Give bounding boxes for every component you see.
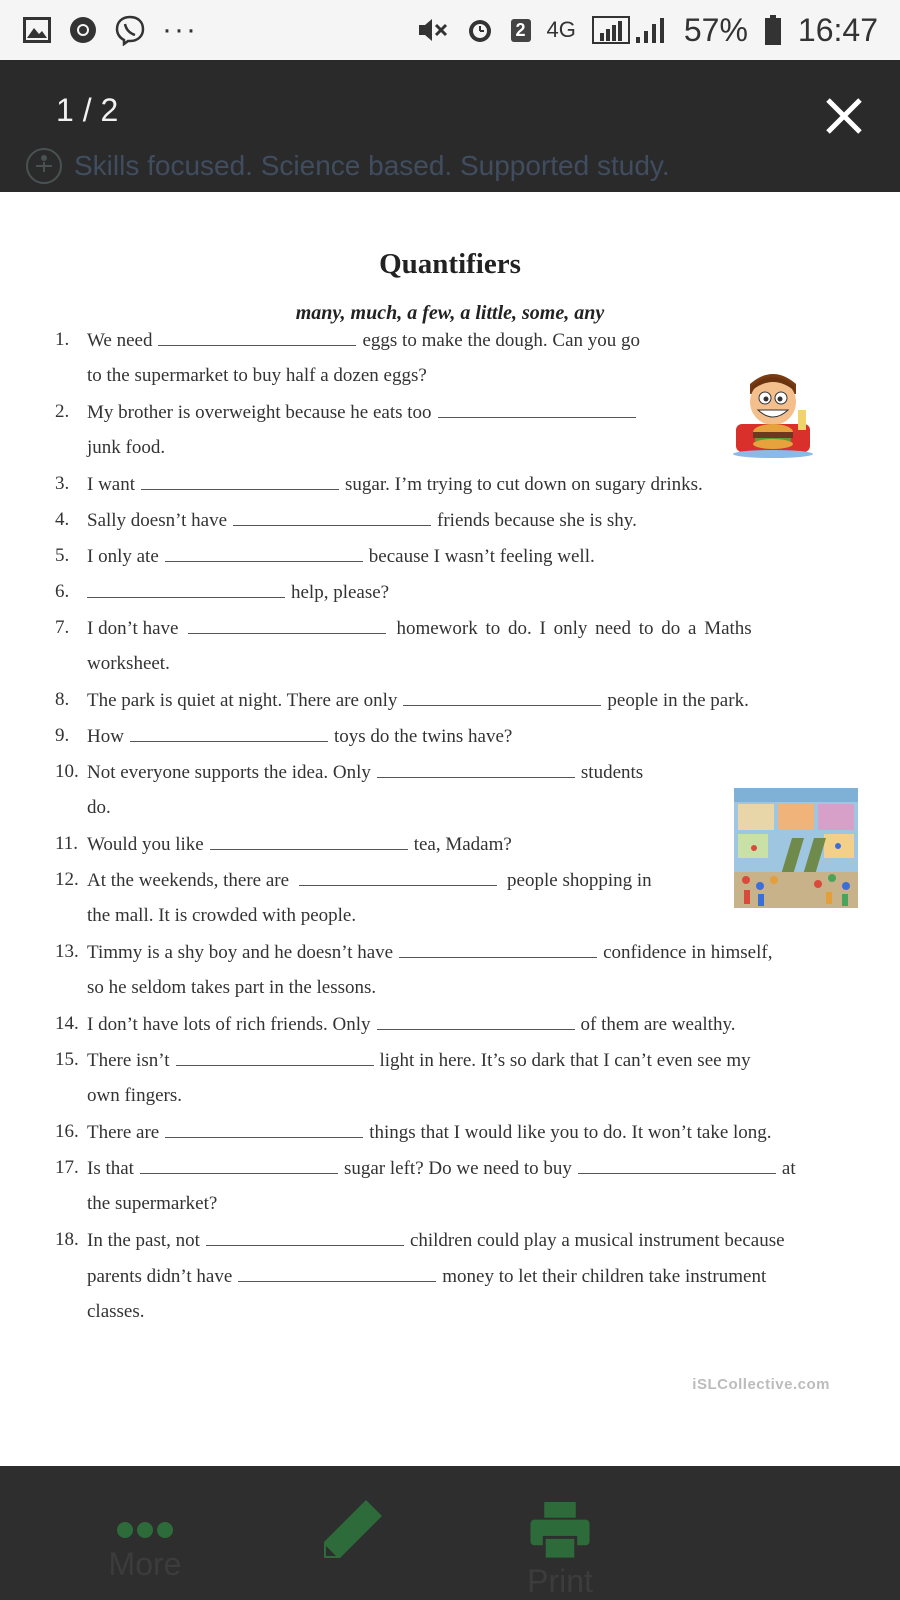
exercise-17-number: 17. [55,1157,79,1178]
gallery-notification-icon [22,16,52,44]
answer-blank[interactable] [438,401,636,418]
banner-logo-icon [24,146,64,186]
exercise-3-line-1: I want sugar. I’m trying to cut down on sugary drinks. [87,474,703,495]
signal-strength-icon [592,15,668,45]
exercise-18-number: 18. [55,1229,79,1250]
exercise-12-number: 12. [55,869,79,890]
answer-blank[interactable] [377,1013,575,1030]
exercise-15-line-2: own fingers. [87,1085,182,1106]
answer-blank[interactable] [403,689,601,706]
exercise-10-number: 10. [55,761,79,782]
exercise-15-line-1: There isn’t light in here. It’s so dark that I can’t even see my [87,1050,751,1071]
exercise-4-number: 4. [55,509,70,530]
answer-blank[interactable] [238,1265,436,1282]
chrome-notification-icon [68,15,98,45]
exercise-14-number: 14. [55,1013,79,1034]
shopping-mall-illustration [734,788,858,908]
background-banner [24,146,670,186]
exercise-5-line-1: I only ate because I wasn’t feeling well. [87,546,595,567]
exercise-18-line-1: In the past, not children could play a musical instrument because [87,1230,785,1251]
exercise-9-line-1: How toys do the twins have? [87,726,513,747]
exercise-7-number: 7. [55,617,70,638]
exercise-18-line-3: classes. [87,1301,145,1322]
exercise-7-line-1: I don’t have homework to do. I only need to do a Maths [87,618,752,639]
exercise-1-number: 1. [55,329,70,350]
viewer-header [0,60,900,192]
answer-blank[interactable] [130,725,328,742]
more-label: More [108,1546,182,1582]
exercise-13-line-2: so he seldom takes part in the lessons. [87,977,377,998]
banner-tagline: Skills focused. Science based. Supported study. [74,150,670,181]
worksheet-page [0,192,900,1466]
viber-notification-icon [114,14,146,46]
exercise-6-line-1: help, please? [87,581,389,604]
answer-blank[interactable] [210,833,408,850]
more-notifications-icon: ··· [162,13,198,46]
answer-blank[interactable] [141,473,339,490]
edit-button[interactable] [312,1466,392,1600]
answer-blank[interactable] [233,509,431,526]
alarm-icon [465,15,495,45]
page-subtitle: many, much, a few, a little, some, any [295,302,605,324]
answer-blank[interactable] [158,329,356,346]
answer-blank[interactable] [299,869,497,886]
pencil-icon [318,1496,386,1564]
answer-blank[interactable] [377,761,575,778]
exercise-17-line-1: Is that sugar left? Do we need to buy at [87,1158,796,1179]
answer-blank[interactable] [87,581,285,598]
exercise-14-line-1: I don’t have lots of rich friends. Only of them are wealthy. [87,1014,736,1035]
exercise-5-number: 5. [55,545,70,566]
exercise-13-number: 13. [55,941,79,962]
more-button[interactable] [90,1466,200,1600]
exercise-2-number: 2. [55,401,70,422]
answer-blank[interactable] [578,1157,776,1174]
exercise-1-line-1: We need eggs to make the dough. Can you go [87,330,641,351]
printer-icon [528,1500,592,1561]
exercise-8-line-1: The park is quiet at night. There are only people in the park. [87,690,749,711]
exercise-11-line-1: Would you like tea, Madam? [87,834,512,855]
exercise-6-number: 6. [55,581,70,602]
notification-count-badge: 2 [511,19,531,42]
exercise-9-number: 9. [55,725,70,746]
answer-blank[interactable] [140,1157,338,1174]
exercise-17-line-2: the supermarket? [87,1193,218,1214]
exercise-13-line-1: Timmy is a shy boy and he doesn’t have confidence in himself, [87,942,773,963]
answer-blank[interactable] [188,617,386,634]
exercise-16-line-1: There are things that I would like you to do. It won’t take long. [87,1122,772,1143]
exercise-3-number: 3. [55,473,70,494]
clock: 16:47 [797,11,878,48]
print-label: Print [527,1563,593,1599]
answer-blank[interactable] [165,545,363,562]
mute-icon [417,16,449,44]
exercise-10-line-1: Not everyone supports the idea. Only students [87,762,644,783]
close-button[interactable] [822,94,866,138]
page-indicator: 1 / 2 [56,92,119,128]
answer-blank[interactable] [206,1229,404,1246]
status-bar [0,0,900,60]
exercise-12-line-2: the mall. It is crowded with people. [87,905,357,926]
answer-blank[interactable] [165,1121,363,1138]
exercise-11-number: 11. [55,833,79,854]
battery-percent: 57% [683,11,748,48]
close-icon [822,94,866,138]
exercise-2-line-2: junk food. [87,437,166,458]
exercise-16-number: 16. [55,1121,79,1142]
answer-blank[interactable] [176,1049,374,1066]
bottom-toolbar [0,1466,900,1600]
exercise-12-line-1: At the weekends, there are people shopping in [87,870,652,891]
answer-blank[interactable] [399,941,597,958]
battery-icon [764,14,782,46]
exercise-15-number: 15. [55,1049,79,1070]
exercise-2-line-1: My brother is overweight because he eats too [87,401,642,424]
exercise-8-number: 8. [55,689,70,710]
exercise-1-line-2: to the supermarket to buy half a dozen eggs? [87,365,427,386]
watermark: iSLCollective.com [692,1376,830,1393]
boy-eating-burger-illustration [728,364,818,460]
network-type-label: 4G [546,17,576,42]
exercise-4-line-1: Sally doesn’t have friends because she is shy. [87,510,637,531]
exercise-10-line-2: do. [87,797,111,818]
exercise-7-line-2: worksheet. [87,653,170,674]
print-button[interactable] [505,1466,615,1600]
more-dots-icon [115,1520,175,1540]
exercise-18-line-2: parents didn’t have money to let their children take instrument [87,1266,767,1287]
page-title: Quantifiers [379,248,521,280]
